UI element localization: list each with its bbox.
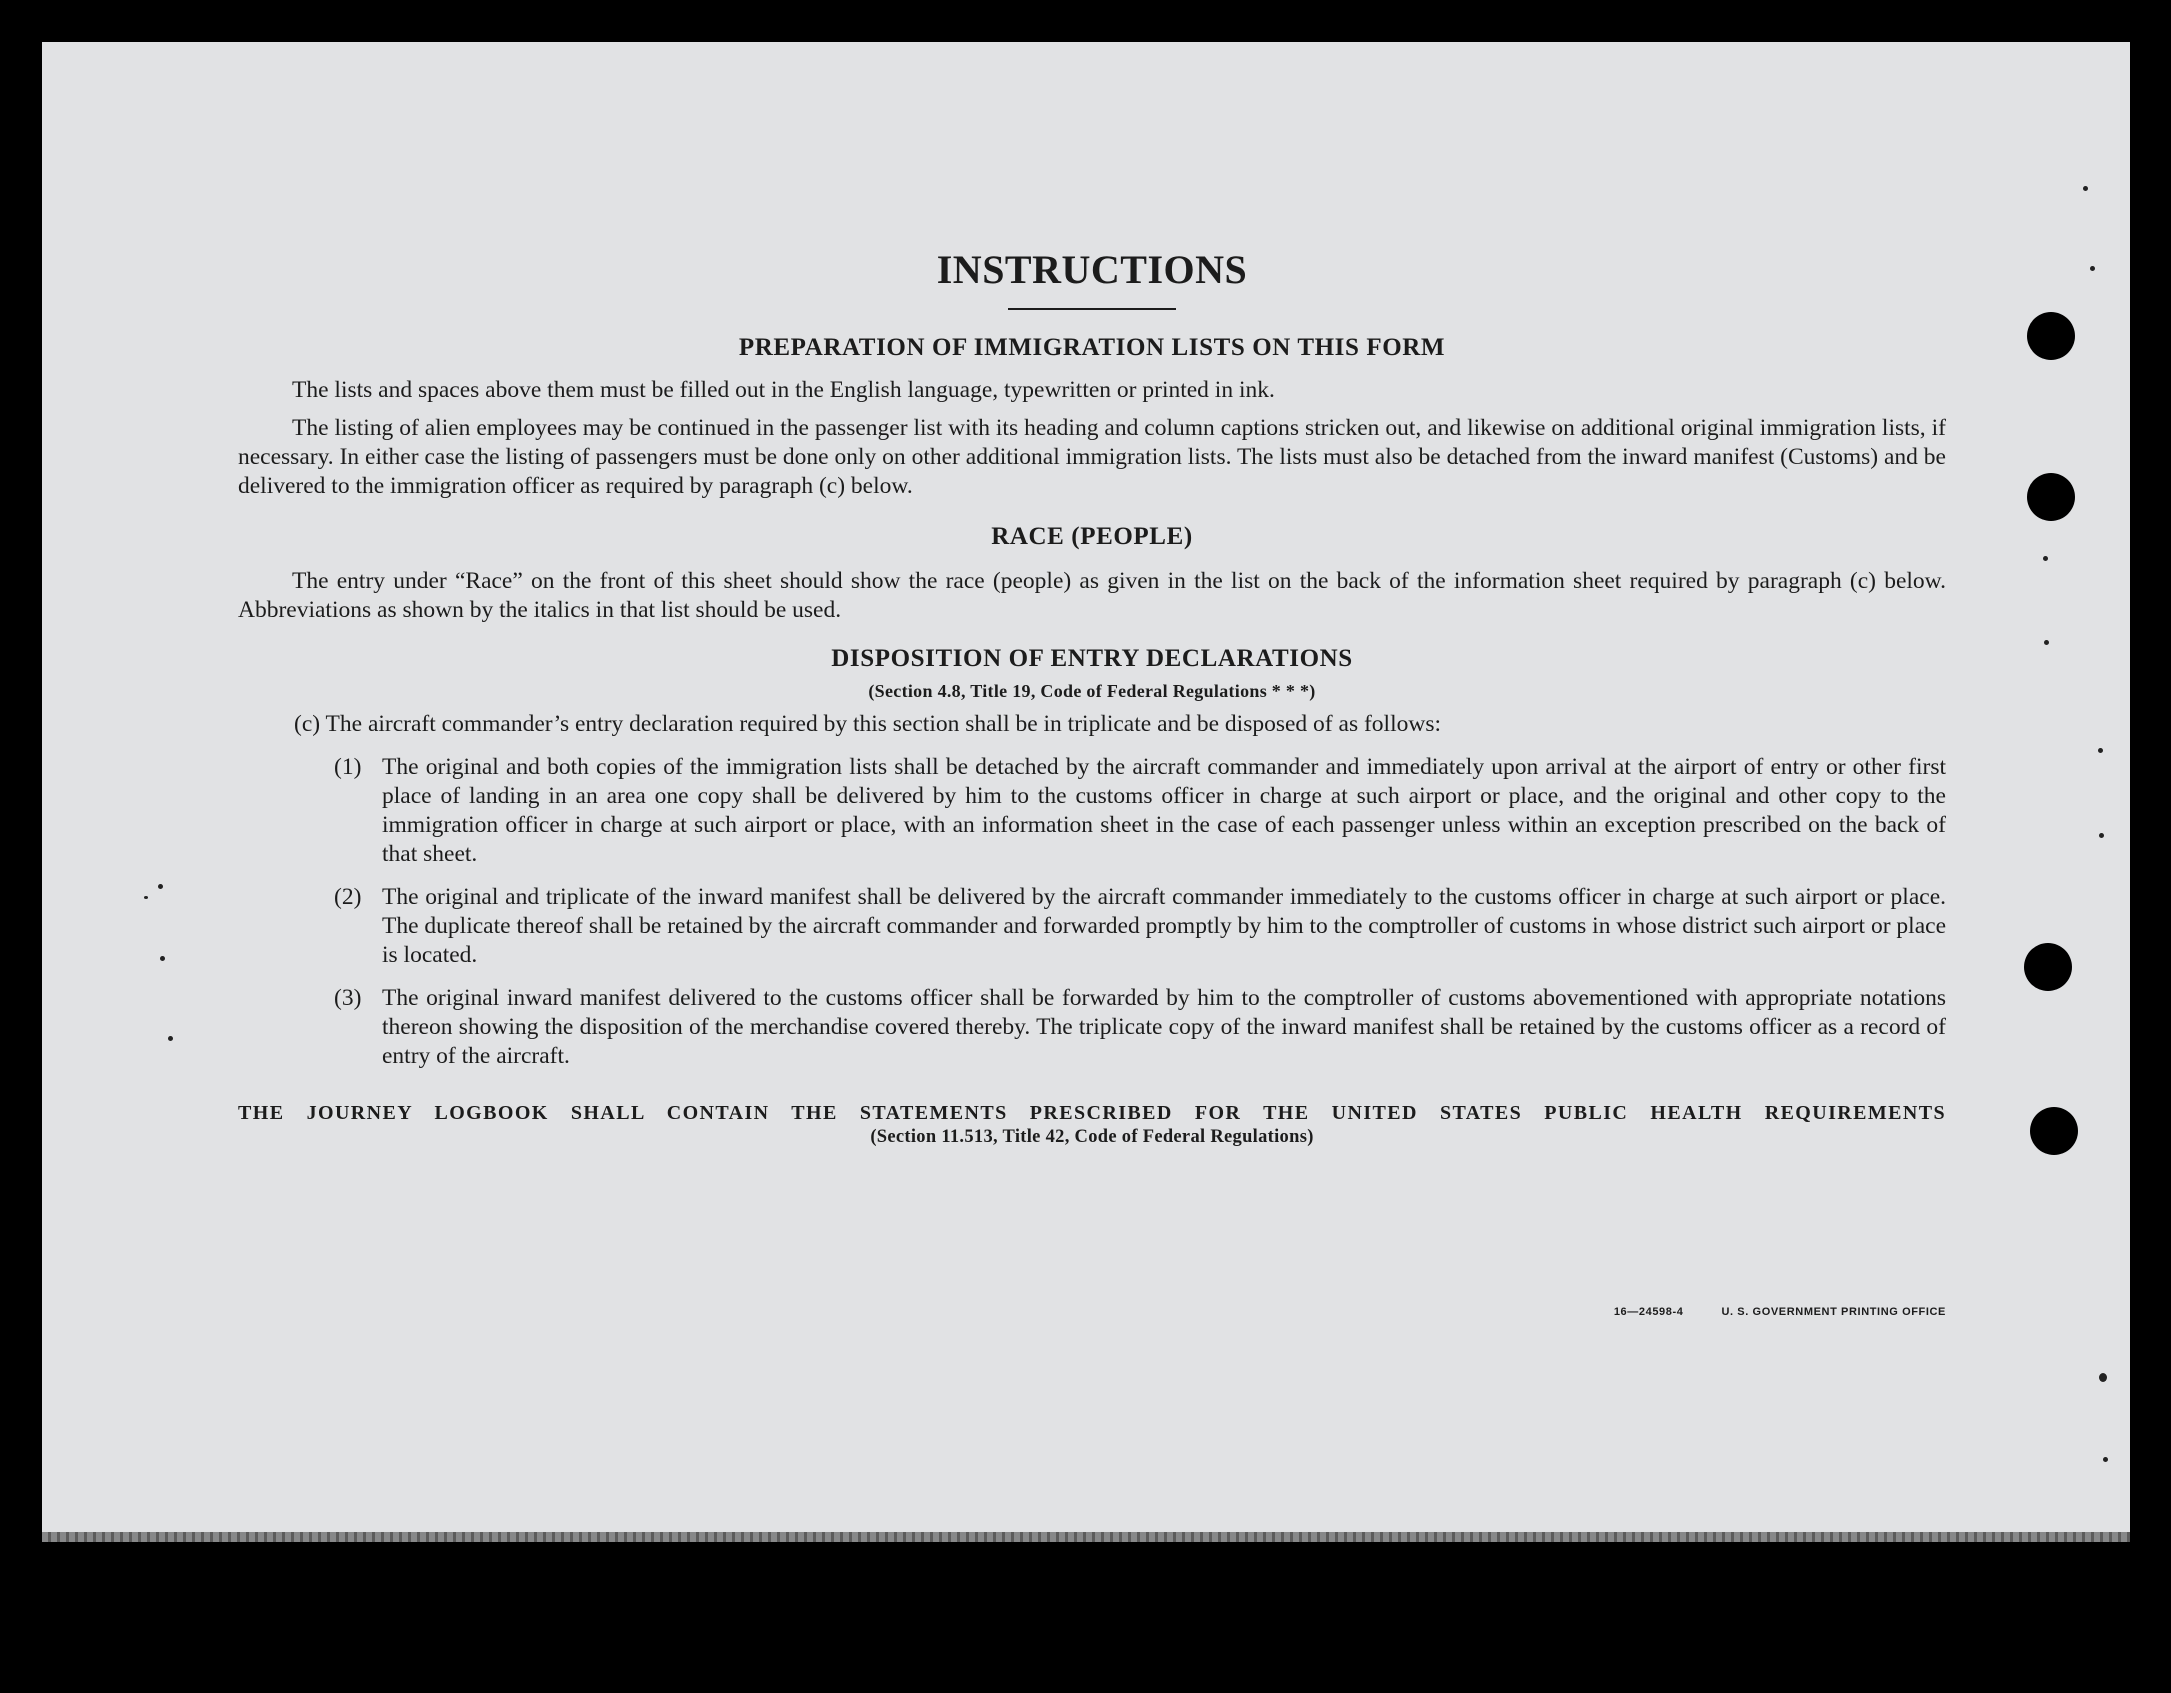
- disposition-heading: DISPOSITION OF ENTRY DECLARATIONS: [831, 645, 1353, 672]
- speck-mark: [2044, 640, 2049, 645]
- item-text: The original and both copies of the immigration lists shall be detached by the aircraft commander and immediately upon arrival at the airport of entry or other first place of landing in an area one copy shall be delivered by him to the customs officer in charge at such airport or place, and the original and other copy to the immigration officer in charge at such airport or place, with an information sheet in the case of each passenger unless within an exception prescribed on the back of that sheet.: [382, 754, 1946, 867]
- logbook-citation: (Section 11.513, Title 42, Code of Federal Regulations): [870, 1127, 1314, 1147]
- printer-imprint: [1614, 1306, 1946, 1318]
- disposition-item: [238, 984, 1946, 1071]
- disposition-item: [238, 753, 1946, 869]
- binder-hole-icon: [2024, 943, 2072, 991]
- item-number: (1): [334, 754, 362, 780]
- disposition-citation: (Section 4.8, Title 19, Code of Federal Regulations * * *): [868, 681, 1316, 701]
- speck-mark: [160, 956, 165, 961]
- speck-mark: [2090, 266, 2095, 271]
- speck-mark: [2103, 1457, 2108, 1462]
- disposition-item: [238, 883, 1946, 970]
- instructions-content: [238, 247, 1946, 1318]
- item-number: (2): [334, 884, 362, 910]
- speck-mark: [168, 1036, 173, 1041]
- item-number: (3): [334, 985, 362, 1011]
- speck-mark: [158, 884, 163, 889]
- speck-mark: [2099, 833, 2104, 838]
- speck-mark: [144, 896, 148, 899]
- title-underline: [1008, 308, 1176, 310]
- binder-hole-icon: [2030, 1107, 2078, 1155]
- printer-name: U. S. GOVERNMENT PRINTING OFFICE: [1721, 1306, 1946, 1318]
- form-number: 16—24598-4: [1613, 1306, 1684, 1318]
- sheet-edge: [42, 1532, 2130, 1542]
- preparation-paragraph-2: The listing of alien employees may be continued in the passenger list with its heading and column captions stricken out, and likewise on additional original immigration lists, if necessary. In either case the listing of passengers must be done only on other additional immigration lists. The lists must also be detached from the inward manifest (Customs) and be delivered to the immigration officer as required by paragraph (c) below.: [238, 415, 1946, 499]
- binder-hole-icon: [2027, 312, 2075, 360]
- logbook-statement: THE JOURNEY LOGBOOK SHALL CONTAIN THE STATEMENTS PRESCRIBED FOR THE UNITED STATES PUBLIC HEALTH REQUIREMENTS: [238, 1102, 1946, 1124]
- race-paragraph: The entry under “Race” on the front of this sheet should show the race (people) as given in the list on the back of the information sheet required by paragraph (c) below. Abbreviations as shown by the italics in that list should be used.: [238, 568, 1946, 623]
- item-text: The original inward manifest delivered to the customs officer shall be forwarded by him to the comptroller of customs abovementioned with appropriate notations thereon showing the disposition of the merchandise covered thereby. The triplicate copy of the inward manifest shall be retained by the customs officer as a record of entry of the aircraft.: [382, 985, 1946, 1069]
- preparation-paragraph-1: The lists and spaces above them must be filled out in the English language, typewritten or printed in ink.: [292, 377, 1275, 403]
- speck-mark: [2043, 556, 2048, 561]
- speck-mark: [2099, 1373, 2107, 1382]
- speck-mark: [2098, 748, 2103, 753]
- disposition-intro: (c) The aircraft commander’s entry declaration required by this section shall be in triplicate and be disposed of as follows:: [294, 711, 1441, 737]
- speck-mark: [2083, 186, 2088, 191]
- binder-hole-icon: [2027, 473, 2075, 521]
- preparation-heading: PREPARATION OF IMMIGRATION LISTS ON THIS FORM: [738, 334, 1446, 361]
- item-text: The original and triplicate of the inward manifest shall be delivered by the aircraft commander immediately to the customs officer in charge at such airport or place. The duplicate thereof shall be retained by the aircraft commander and forwarded promptly by him to the comptroller of customs in whose district such airport or place is located.: [382, 884, 1946, 968]
- page-title: INSTRUCTIONS: [936, 247, 1248, 292]
- race-heading: RACE (PEOPLE): [991, 523, 1193, 550]
